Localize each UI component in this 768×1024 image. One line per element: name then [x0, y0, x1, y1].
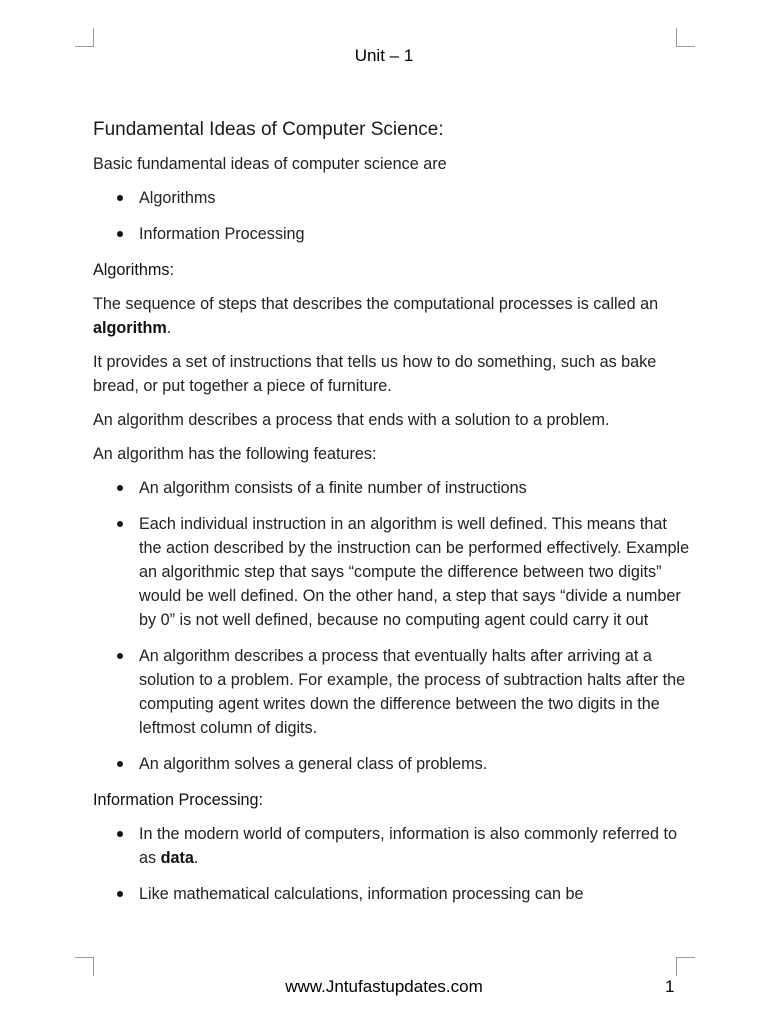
list-item: In the modern world of computers, information is also commonly referred to as data.	[139, 822, 693, 870]
algorithm-term: algorithm	[93, 319, 167, 337]
crop-mark-top-right	[676, 28, 695, 47]
algorithms-paragraph-1: The sequence of steps that describes the computational processes is called an algorithm.	[93, 295, 659, 337]
section-title: Fundamental Ideas of Computer Science:	[93, 119, 444, 140]
crop-mark-bottom-right	[676, 957, 695, 976]
algorithms-paragraph-4: An algorithm has the following features:	[93, 445, 377, 463]
list-item: Like mathematical calculations, information processing can be	[139, 882, 693, 906]
page-number: 1	[665, 977, 675, 996]
list-item: Algorithms	[139, 186, 693, 210]
list-item: An algorithm describes a process that eventually halts after arriving at a solution to a problem. For example, the process of subtraction halts after the computing agent writes down the difference between the two digits in the leftmost column of digits.	[139, 644, 693, 740]
information-list	[93, 822, 693, 906]
ideas-list	[93, 186, 693, 246]
intro-paragraph: Basic fundamental ideas of computer science are	[93, 155, 447, 173]
data-term: data	[160, 849, 194, 867]
algorithms-paragraph-3: An algorithm describes a process that ends with a solution to a problem.	[93, 411, 610, 429]
information-processing-heading: Information Processing:	[93, 791, 264, 809]
document-body	[93, 117, 693, 918]
list-item: Information Processing	[139, 222, 693, 246]
algorithms-heading: Algorithms:	[93, 261, 174, 279]
crop-mark-bottom-left	[75, 957, 94, 976]
crop-mark-top-left	[75, 28, 94, 47]
algorithms-paragraph-2: It provides a set of instructions that tells us how to do something, such as bake bread, or put together a piece of furniture.	[93, 353, 657, 395]
list-item: An algorithm consists of a finite number of instructions	[139, 476, 693, 500]
list-item: Each individual instruction in an algorithm is well defined. This means that the action described by the instruction can be performed effectively. Example an algorithmic step that says “compute the difference between two digits” would be well defined. On the other hand, a step that says “divide a number by 0” is not well defined, because no computing agent could carry it out	[139, 512, 693, 632]
footer-link[interactable]: www.Jntufastupdates.com	[285, 977, 483, 996]
page-header: Unit – 1	[354, 46, 414, 65]
features-list	[93, 476, 693, 776]
list-item: An algorithm solves a general class of problems.	[139, 752, 693, 776]
